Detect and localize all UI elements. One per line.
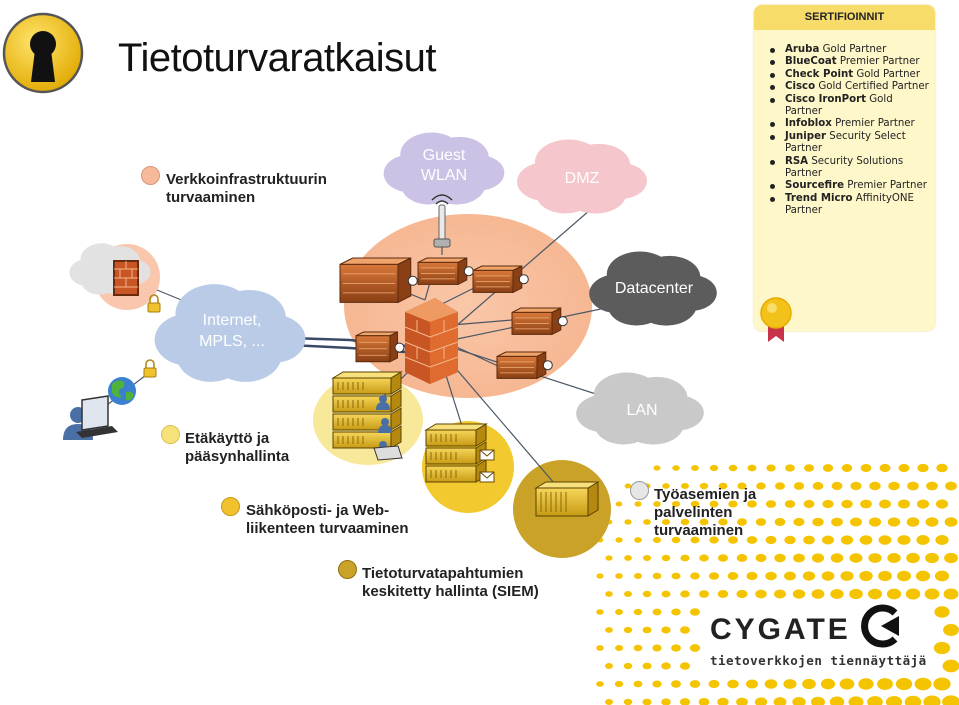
certification-level: AffinityONE Partner bbox=[785, 192, 914, 217]
cloud-label-wlan: WLAN bbox=[420, 167, 468, 184]
branch-firewall-icon bbox=[114, 261, 138, 295]
legend-email bbox=[246, 502, 409, 538]
certification-level: Gold Certified Partner bbox=[815, 81, 929, 93]
certification-brand: Trend Micro bbox=[785, 192, 853, 204]
server-icon bbox=[512, 308, 567, 334]
certification-level: Security Select Partner bbox=[785, 130, 906, 155]
certification-level: Gold Partner bbox=[785, 93, 893, 118]
certification-level: Gold Partner bbox=[819, 44, 887, 55]
certification-brand: Cisco bbox=[785, 81, 816, 93]
cloud-label-dmz: DMZ bbox=[564, 170, 600, 187]
server-icon bbox=[356, 332, 404, 362]
cygate-mark-icon bbox=[859, 603, 905, 649]
brand-logo bbox=[710, 603, 927, 668]
server-icon bbox=[473, 266, 528, 292]
certification-brand: Juniper bbox=[785, 130, 827, 142]
legend-email-line2: liikenteen turvaaminen bbox=[246, 520, 409, 537]
cloud-label-mpls: MPLS, ... bbox=[199, 333, 265, 350]
certification-brand: Cisco IronPort bbox=[785, 93, 867, 105]
firewall-icon bbox=[405, 298, 458, 384]
legend-siem bbox=[362, 565, 539, 601]
legend-dot-siem bbox=[338, 560, 357, 579]
keyboard-icon bbox=[374, 446, 402, 460]
legend-email-line1: Sähköposti- ja Web- bbox=[246, 502, 390, 519]
legend-network bbox=[166, 171, 327, 207]
network-zone bbox=[344, 214, 592, 398]
certification-brand: BlueCoat bbox=[785, 56, 837, 68]
legend-remote-line2: pääsynhallinta bbox=[185, 448, 290, 465]
certification-level: Premier Partner bbox=[831, 118, 915, 130]
legend-siem-line2: keskitetty hallinta (SIEM) bbox=[362, 583, 539, 600]
certification-level: Premier Partner bbox=[836, 56, 920, 68]
cloud-label-lan: LAN bbox=[626, 402, 658, 419]
certification-level: Gold Partner bbox=[853, 68, 921, 80]
envelope-icon bbox=[480, 450, 494, 460]
cloud-label-internet: Internet, bbox=[202, 312, 262, 329]
server-stack-email bbox=[426, 424, 486, 482]
page-title: Tietoturvaratkaisut bbox=[118, 36, 437, 80]
legend-workstation bbox=[654, 486, 756, 540]
server-icon bbox=[497, 352, 552, 378]
server-icon bbox=[340, 258, 417, 302]
legend-dot-network bbox=[141, 166, 160, 185]
legend-remote bbox=[185, 430, 289, 466]
certification-brand: RSA bbox=[785, 155, 809, 167]
padlock-icon bbox=[144, 360, 156, 377]
cloud-label-datacenter: Datacenter bbox=[614, 280, 694, 297]
legend-dot-remote bbox=[161, 425, 180, 444]
legend-dot-email bbox=[221, 497, 240, 516]
server-siem bbox=[536, 482, 598, 516]
cloud-label-guest: Guest bbox=[422, 147, 466, 164]
certification-level: Premier Partner bbox=[844, 180, 927, 192]
certification-brand: Infoblox bbox=[785, 118, 832, 130]
legend-network-line1: Verkkoinfrastruktuurin bbox=[166, 171, 327, 188]
legend-siem-line1: Tietoturvatapahtumien bbox=[362, 565, 524, 582]
certification-brand: Check Point bbox=[785, 68, 854, 80]
legend-workstation-line1: Työasemien ja bbox=[654, 486, 757, 503]
brand-name: CYGATE bbox=[710, 613, 851, 646]
certifications-header: SERTIFIOINNIT bbox=[754, 5, 935, 30]
certification-level: Security Solutions Partner bbox=[785, 155, 904, 180]
legend-remote-line1: Etäkäyttö ja bbox=[185, 430, 270, 447]
globe-icon bbox=[108, 377, 136, 405]
envelope-icon bbox=[480, 472, 494, 482]
legend-network-line2: turvaaminen bbox=[166, 189, 256, 206]
legend-workstation-line2: palvelinten bbox=[654, 504, 733, 521]
certification-brand: Sourcefire bbox=[785, 180, 845, 192]
server-stack-remote bbox=[333, 372, 401, 448]
brand-tagline: tietoverkkojen tiennäyttäjä bbox=[710, 653, 927, 668]
padlock-icon bbox=[148, 295, 160, 312]
legend-dot-workstation bbox=[630, 481, 649, 500]
certification-brand: Aruba bbox=[785, 44, 820, 55]
legend-workstation-line3: turvaaminen bbox=[654, 522, 744, 539]
server-icon bbox=[418, 258, 473, 284]
